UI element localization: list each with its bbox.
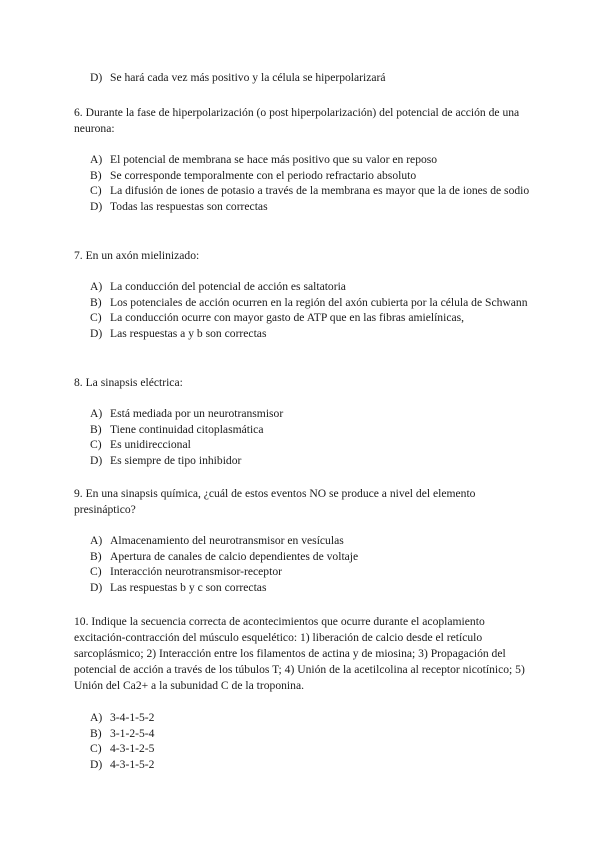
option-text: Los potenciales de acción ocurren en la región del axón cubierta por la célula de Schwann xyxy=(110,295,528,309)
option-a xyxy=(90,533,530,549)
question-9-options xyxy=(90,533,530,595)
option-c xyxy=(90,183,530,199)
option-text: 3-1-2-5-4 xyxy=(110,726,155,740)
question-7-options xyxy=(90,279,530,341)
option-letter: C) xyxy=(90,742,102,756)
option-text: La conducción del potencial de acción es saltatoria xyxy=(110,280,346,293)
option-a xyxy=(90,279,530,295)
option-c xyxy=(90,310,530,326)
option-letter: C) xyxy=(90,184,102,198)
option-text: 4-3-1-5-2 xyxy=(110,757,155,771)
option-a xyxy=(90,710,530,726)
option-c xyxy=(90,741,530,757)
question-6-options xyxy=(90,152,530,214)
option-text: 4-3-1-2-5 xyxy=(110,742,155,756)
option-text: Apertura de canales de calcio dependientes de voltaje xyxy=(110,549,359,563)
option-letter: D) xyxy=(90,453,103,467)
option-a xyxy=(90,406,530,422)
option-letter: A) xyxy=(90,711,103,724)
question-text: 7. En un axón mielinizado: xyxy=(74,249,200,262)
option-b xyxy=(90,549,530,565)
question-8-options xyxy=(90,406,530,468)
option-letter: B) xyxy=(90,422,102,436)
question-text: 6. Durante la fase de hiperpolarización (o post hiperpolarización) del potencial de acción de una neurona: xyxy=(74,106,520,135)
option-letter: B) xyxy=(90,168,102,182)
option-d xyxy=(90,757,530,773)
question-text: 8. La sinapsis eléctrica: xyxy=(74,376,183,389)
question-8-stem xyxy=(74,375,530,391)
option-d xyxy=(90,453,530,469)
option-text: Se corresponde temporalmente con el periodo refractario absoluto xyxy=(110,168,417,182)
question-7-stem xyxy=(74,248,530,264)
option-text: Las respuestas a y b son correctas xyxy=(110,326,267,340)
option-letter: A) xyxy=(90,280,103,293)
option-a xyxy=(90,152,530,168)
option-b xyxy=(90,168,530,184)
option-letter: D) xyxy=(90,71,103,84)
option-letter: D) xyxy=(90,580,103,594)
option-letter: D) xyxy=(90,199,103,213)
option-text: La difusión de iones de potasio a través de la membrana es mayor que la de iones de sodio xyxy=(110,184,530,198)
option-text: Está mediada por un neurotransmisor xyxy=(110,407,284,420)
option-d xyxy=(90,580,530,596)
option-text: El potencial de membrana se hace más positivo que su valor en reposo xyxy=(110,153,438,166)
option-c xyxy=(90,437,530,453)
option-letter: A) xyxy=(90,534,103,547)
question-text: 10. Indique la secuencia correcta de acontecimientos que ocurre durante el acoplamiento excitación-contracción del músculo esquelético: 1) liberación de calcio desde el retículo sarcoplásmico; 2) Interacción entre los filamentos de actina y de miosina; 3) Propagación del potencial de acción a través de los túbulos T; 4) Unión de la acetilcolina al receptor nicotínico; 5) Unión del Ca2+ a la subunidad C de la troponina. xyxy=(74,615,525,692)
question-10-stem xyxy=(74,614,530,694)
previous-question-option-d xyxy=(90,70,530,85)
option-d xyxy=(90,326,530,342)
option-text: Es siempre de tipo inhibidor xyxy=(110,453,242,467)
option-text: 3-4-1-5-2 xyxy=(110,711,155,724)
option-letter: C) xyxy=(90,565,102,579)
option-letter: C) xyxy=(90,438,102,452)
option-letter: B) xyxy=(90,295,102,309)
question-text: 9. En una sinapsis química, ¿cuál de estos eventos NO se produce a nivel del elemento presináptico? xyxy=(74,487,476,516)
question-9-stem xyxy=(74,486,530,518)
option-text: Interacción neurotransmisor-receptor xyxy=(110,565,282,579)
option-letter: D) xyxy=(90,326,103,340)
option-c xyxy=(90,564,530,580)
option-letter: A) xyxy=(90,153,103,166)
option-d xyxy=(90,199,530,215)
option-letter: C) xyxy=(90,311,102,325)
question-6-stem xyxy=(74,105,530,137)
option-b xyxy=(90,422,530,438)
option-text: La conducción ocurre con mayor gasto de ATP que en las fibras amielínicas, xyxy=(110,311,465,325)
option-letter: D) xyxy=(90,757,103,771)
option-b xyxy=(90,726,530,742)
option-text: Tiene continuidad citoplasmática xyxy=(110,422,264,436)
question-10-options xyxy=(90,710,530,772)
option-letter: B) xyxy=(90,549,102,563)
option-text: Es unidireccional xyxy=(110,438,191,452)
option-text: Almacenamiento del neurotransmisor en vesículas xyxy=(110,534,344,547)
option-text: Se hará cada vez más positivo y la célula se hiperpolarizará xyxy=(110,71,386,84)
option-text: Las respuestas b y c son correctas xyxy=(110,580,267,594)
option-letter: A) xyxy=(90,407,103,420)
option-text: Todas las respuestas son correctas xyxy=(110,199,268,213)
option-letter: B) xyxy=(90,726,102,740)
option-b xyxy=(90,295,530,311)
